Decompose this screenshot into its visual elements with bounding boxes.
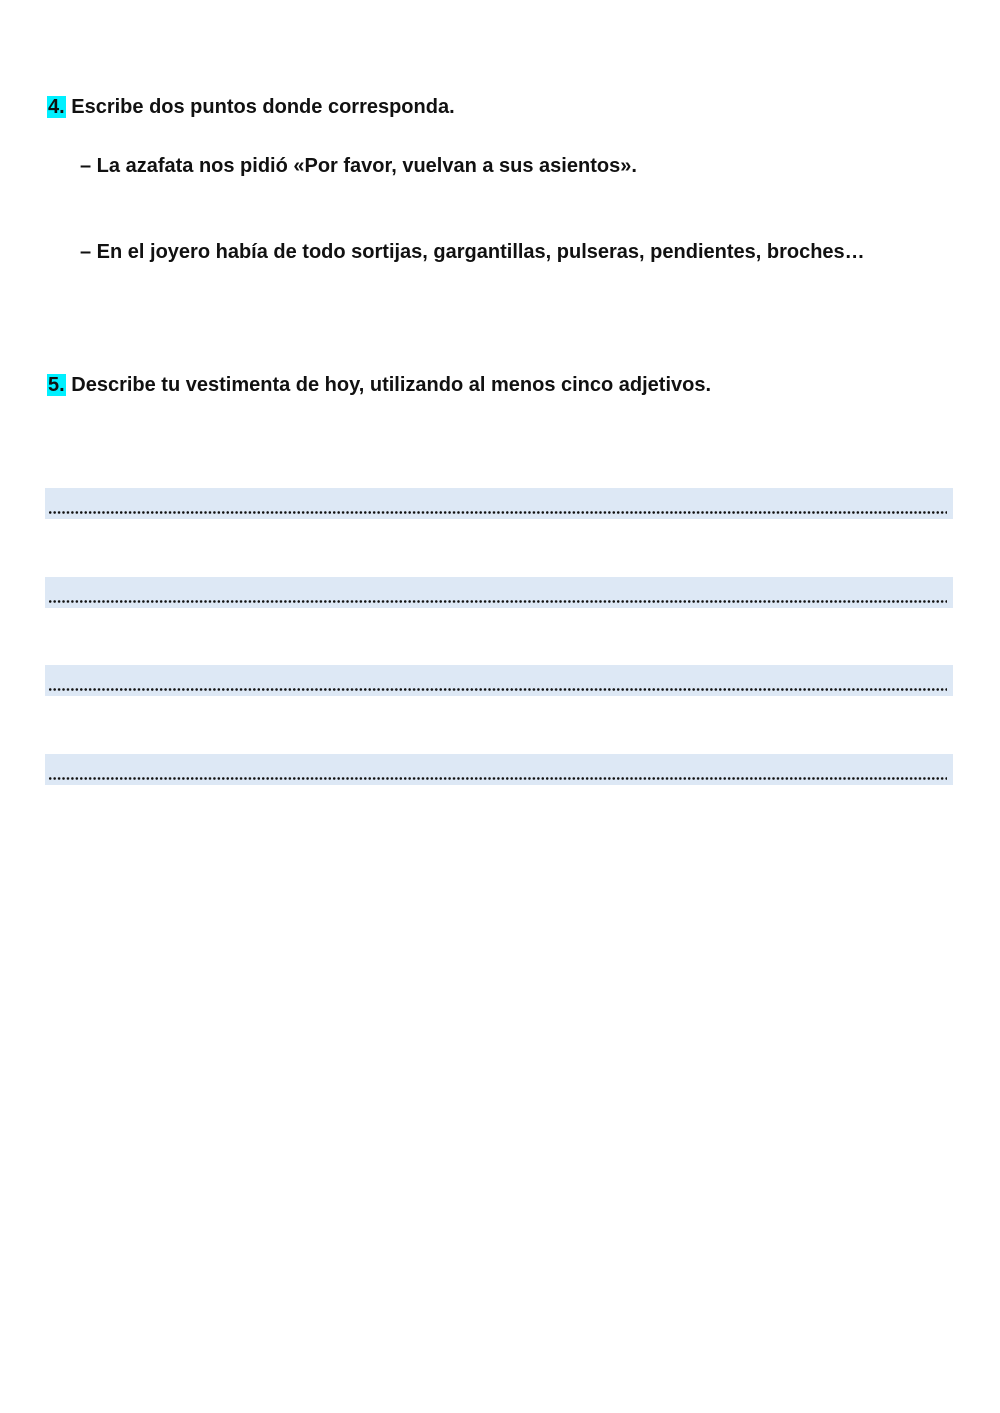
dotted-leader bbox=[48, 777, 947, 780]
exercise-4-heading bbox=[47, 94, 455, 120]
answer-line-2[interactable] bbox=[45, 577, 953, 608]
answer-line-3[interactable] bbox=[45, 665, 953, 696]
dotted-leader bbox=[48, 600, 947, 603]
exercise-5-number: 5. bbox=[48, 374, 65, 396]
dotted-leader bbox=[48, 688, 947, 691]
exercise-4-item-2: – En el joyero había de todo sortijas, gargantillas, pulseras, pendientes, broches… bbox=[80, 241, 865, 263]
exercise-4-instruction: Escribe dos puntos donde corresponda. bbox=[71, 96, 455, 118]
exercise-4-number: 4. bbox=[48, 96, 65, 118]
dotted-leader bbox=[48, 511, 947, 514]
exercise-5-instruction: Describe tu vestimenta de hoy, utilizando al menos cinco adjetivos. bbox=[71, 374, 712, 396]
exercise-5-heading bbox=[47, 372, 711, 398]
answer-line-1[interactable] bbox=[45, 488, 953, 519]
answer-line-4[interactable] bbox=[45, 754, 953, 785]
exercise-4-item-1: – La azafata nos pidió «Por favor, vuelvan a sus asientos». bbox=[80, 155, 637, 177]
